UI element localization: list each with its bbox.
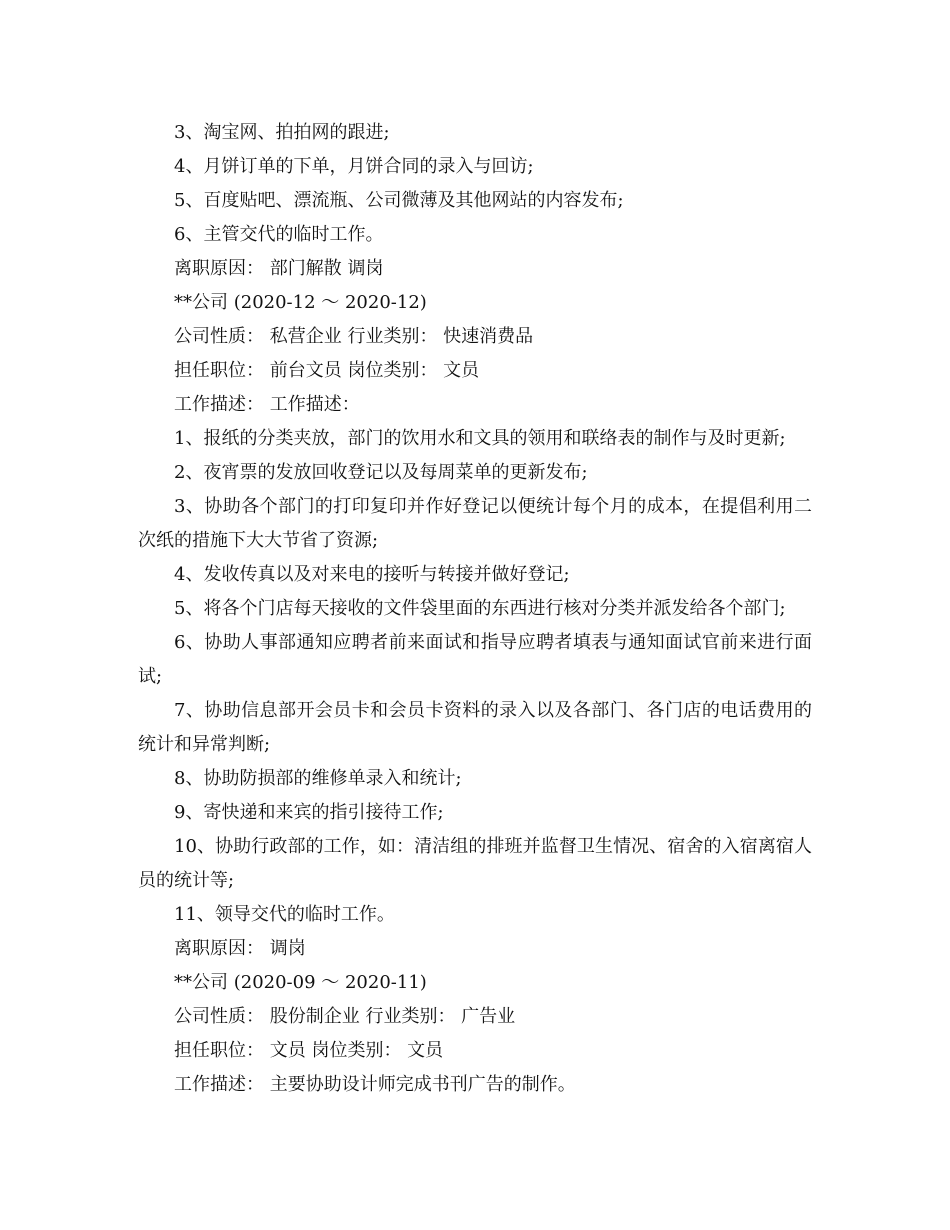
document-body [138,116,812,1102]
paragraph-duty-3: 3、淘宝网、拍拍网的跟进; [174,122,390,143]
paragraph-duty-6: 6、主管交代的临时工作。 [174,224,384,245]
paragraph-company-nature: 公司性质： 私营企业 行业类别： 快速消费品 [174,326,534,347]
paragraph-duty-3b: 3、协助各个部门的打印复印并作好登记以便统计每个月的成本，在提倡利用二次纸的措施下大大节省了资源; [138,496,812,551]
paragraph-company-header: **公司 (2020-12 ～ 2020-12) [174,292,427,313]
paragraph-duty-10: 10、协助行政部的工作，如：清洁组的排班并监督卫生情况、宿舍的入宿离宿人员的统计等; [138,836,812,891]
paragraph-duty-4: 4、月饼订单的下单，月饼合同的录入与回访; [174,156,534,177]
paragraph-position: 担任职位： 前台文员 岗位类别： 文员 [174,360,480,381]
paragraph-duty-5b: 5、将各个门店每天接收的文件袋里面的东西进行核对分类并派发给各个部门; [174,598,786,619]
paragraph-duty-7: 7、协助信息部开会员卡和会员卡资料的录入以及各部门、各门店的电话费用的统计和异常判断; [138,700,812,755]
paragraph-leave-reason: 离职原因： 部门解散 调岗 [174,258,384,279]
paragraph-duty-4b: 4、发收传真以及对来电的接听与转接并做好登记; [174,564,570,585]
paragraph-duty-6b: 6、协助人事部通知应聘者前来面试和指导应聘者填表与通知面试官前来进行面试; [138,632,812,687]
paragraph-company-nature-2: 公司性质： 股份制企业 行业类别： 广告业 [174,1006,516,1027]
paragraph-job-description-2: 工作描述： 主要协助设计师完成书刊广告的制作。 [174,1074,576,1095]
paragraph-duty-8: 8、协助防损部的维修单录入和统计; [174,768,462,789]
paragraph-position-2: 担任职位： 文员 岗位类别： 文员 [174,1040,444,1061]
paragraph-duty-5: 5、百度贴吧、漂流瓶、公司微薄及其他网站的内容发布; [174,190,624,211]
paragraph-leave-reason-2: 离职原因： 调岗 [174,938,306,959]
paragraph-duty-2: 2、夜宵票的发放回收登记以及每周菜单的更新发布; [174,462,588,483]
paragraph-company-header-2: **公司 (2020-09 ～ 2020-11) [174,972,427,993]
paragraph-duty-11: 11、领导交代的临时工作。 [174,904,395,925]
paragraph-job-description-label: 工作描述： 工作描述： [174,394,360,415]
paragraph-duty-1: 1、报纸的分类夹放，部门的饮用水和文具的领用和联络表的制作与及时更新; [174,428,786,449]
paragraph-duty-9: 9、寄快递和来宾的指引接待工作; [174,802,444,823]
